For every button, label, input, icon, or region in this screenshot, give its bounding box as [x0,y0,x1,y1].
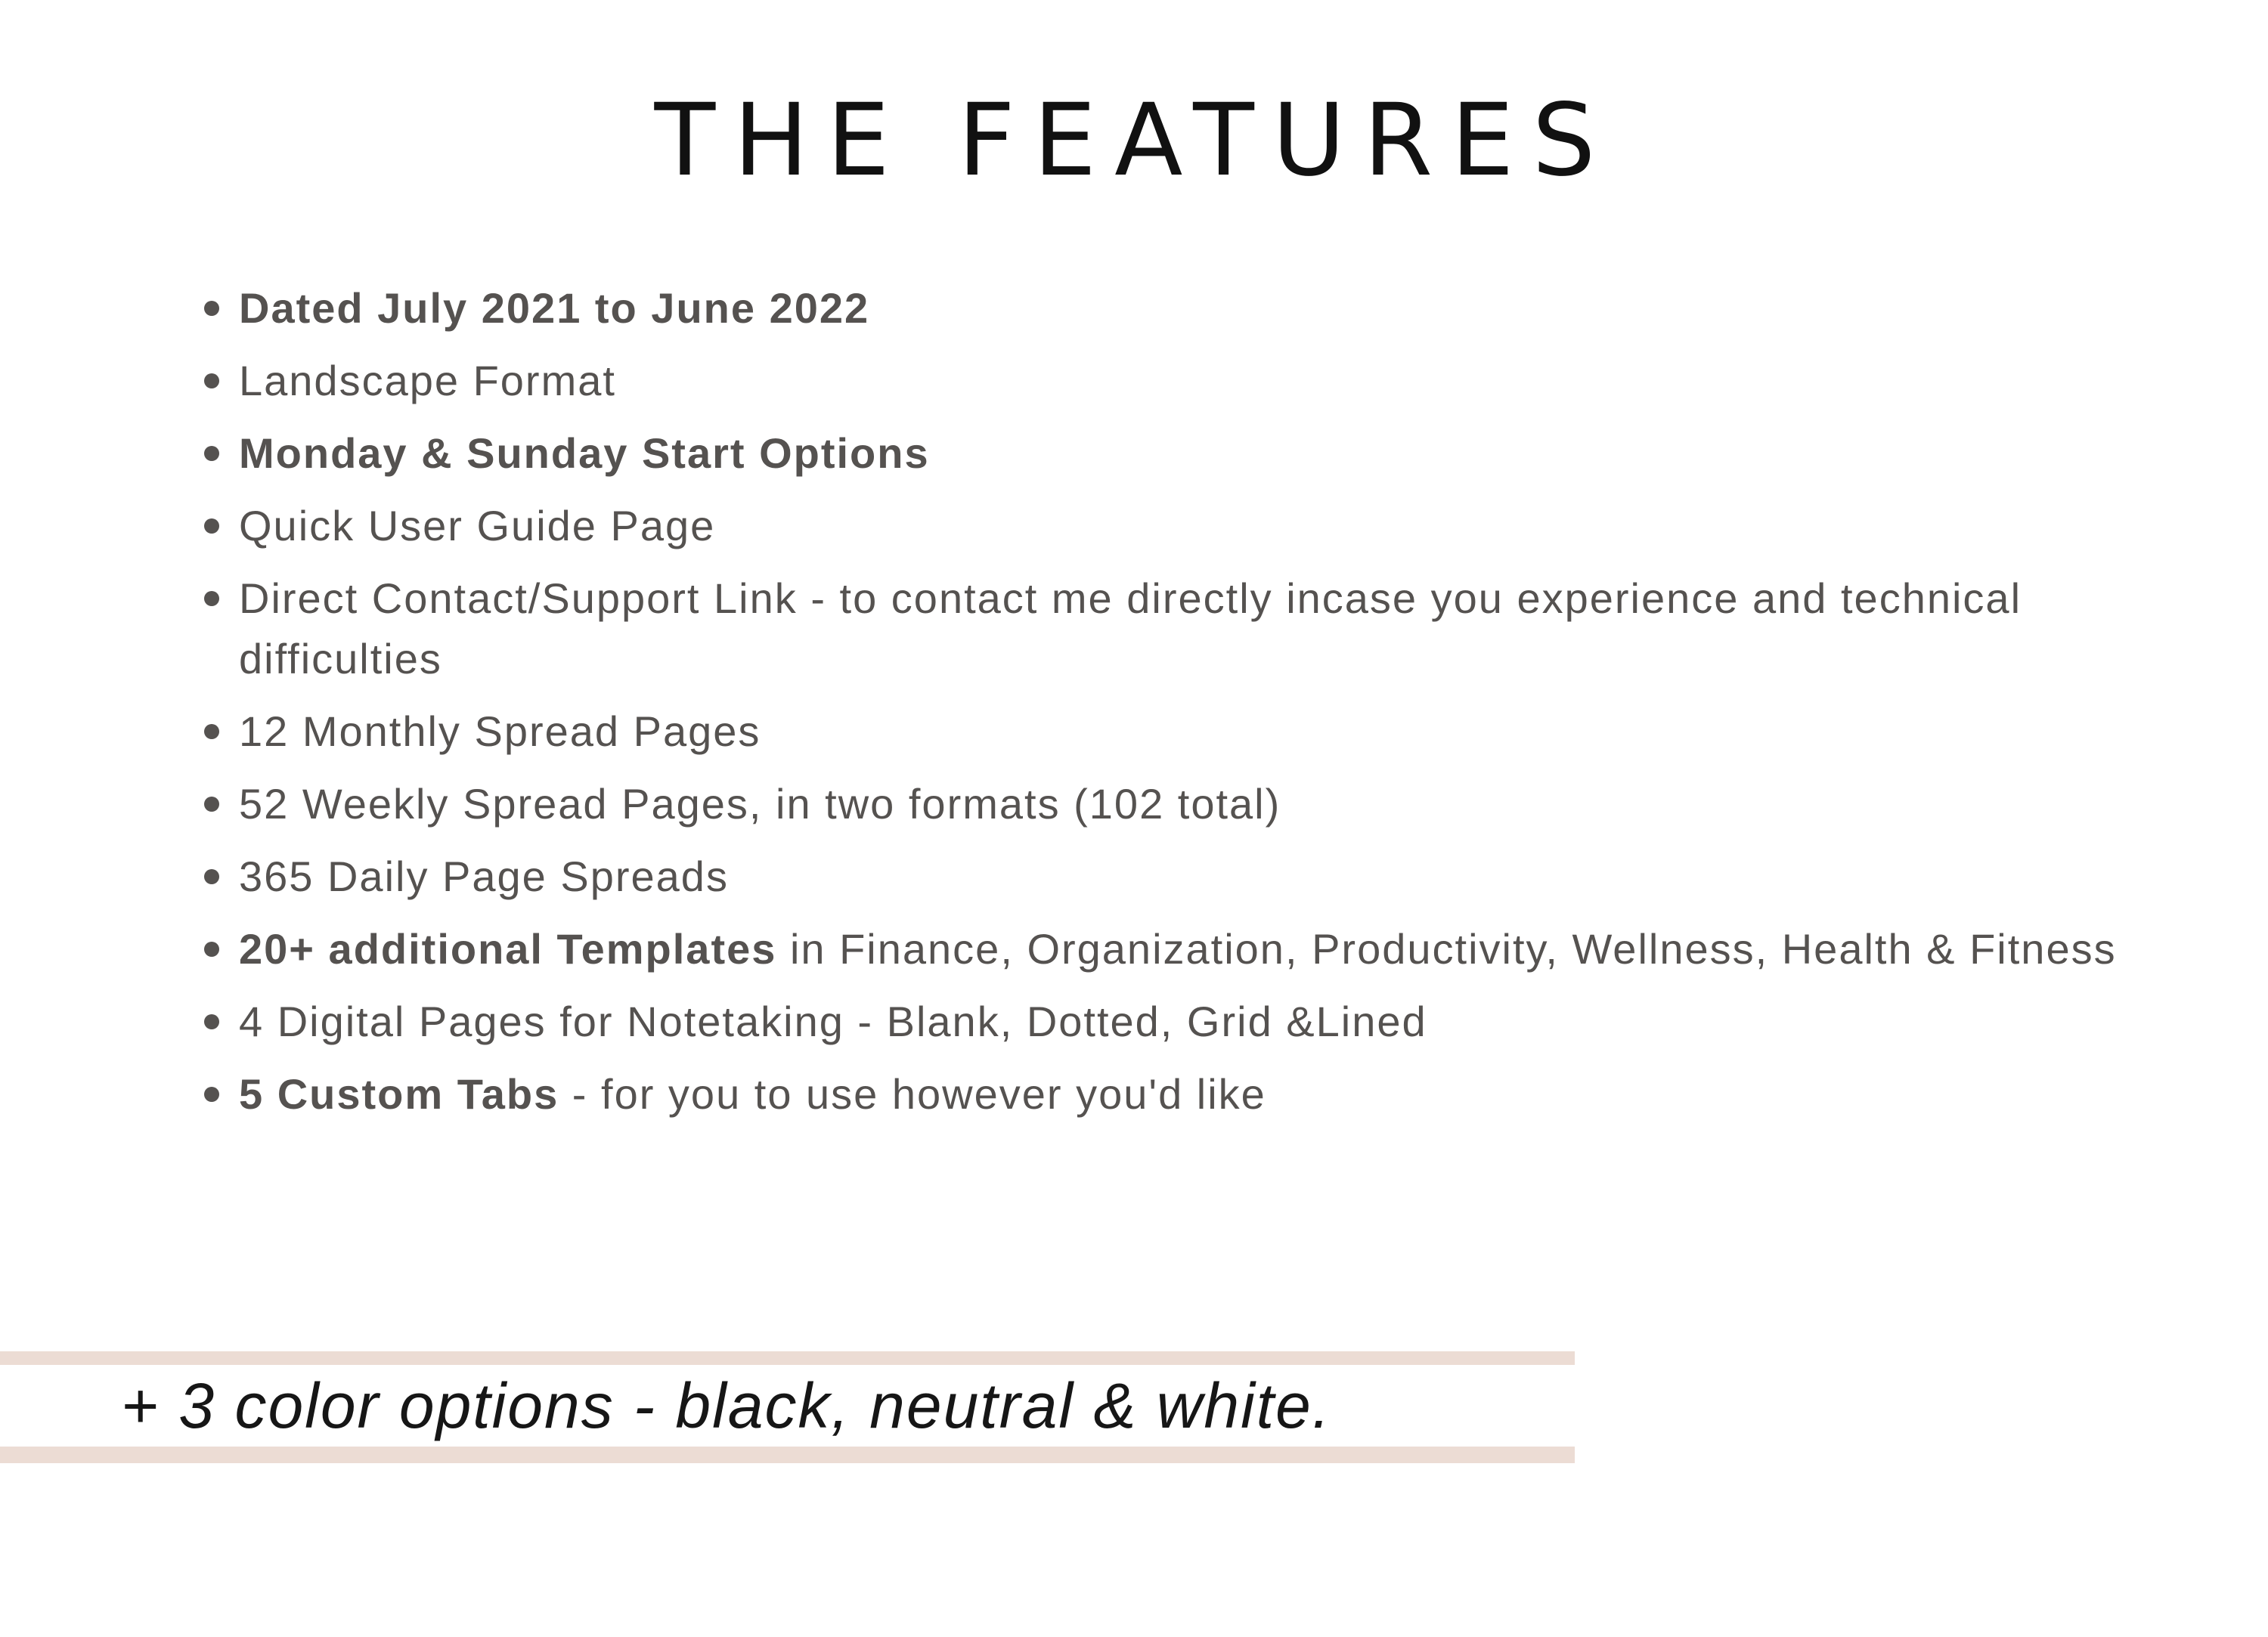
feature-text: Landscape Format [239,357,616,404]
feature-item-monthly [204,701,2215,762]
bullet-icon [204,1014,219,1029]
color-options-banner [0,1351,1575,1465]
feature-text: - for you to use however you'd like [559,1070,1266,1118]
banner-top-line [0,1351,1575,1365]
bullet-icon [204,301,219,316]
bullet-icon [204,518,219,534]
feature-item-start-options [204,423,2215,484]
feature-item-custom-tabs [204,1064,2215,1125]
feature-item-dated [204,278,2215,339]
feature-item-notetaking [204,992,2215,1052]
bullet-icon [204,797,219,812]
feature-text: 365 Daily Page Spreads [239,853,729,900]
feature-bold-text: 20+ additional Templates [239,925,777,973]
bullet-icon [204,869,219,884]
feature-item-daily [204,846,2215,907]
bullet-icon [204,591,219,606]
feature-item-user-guide [204,496,2215,556]
bullet-icon [204,373,219,388]
feature-text: in Finance, Organization, Productivity, Wellness, Health & Fitness [776,925,2117,973]
feature-item-templates [204,919,2215,979]
feature-text: 52 Weekly Spread Pages, in two formats (102 total) [239,780,1281,828]
feature-text: Direct Contact/Support Link - to contact me directly incase you experience and technical difficulties [239,574,2022,682]
feature-text: 4 Digital Pages for Notetaking - Blank, Dotted, Grid &Lined [239,998,1427,1045]
bullet-icon [204,724,219,739]
color-options-text: + 3 color options - black, neutral & white. [121,1370,1332,1441]
feature-item-weekly [204,774,2215,834]
feature-bold-text: Dated July 2021 to June 2022 [239,284,870,332]
feature-text: Quick User Guide Page [239,502,716,549]
bullet-icon [204,1087,219,1102]
feature-text: 12 Monthly Spread Pages [239,707,761,755]
page-title: THE FEATURES [654,82,1614,199]
bullet-icon [204,942,219,957]
feature-item-landscape [204,351,2215,411]
feature-item-support-link [204,568,2215,689]
feature-bold-text: Monday & Sunday Start Options [239,429,930,477]
feature-bold-text: 5 Custom Tabs [239,1070,559,1118]
bullet-icon [204,446,219,461]
features-list [204,278,2215,1137]
banner-bottom-line [0,1447,1575,1463]
